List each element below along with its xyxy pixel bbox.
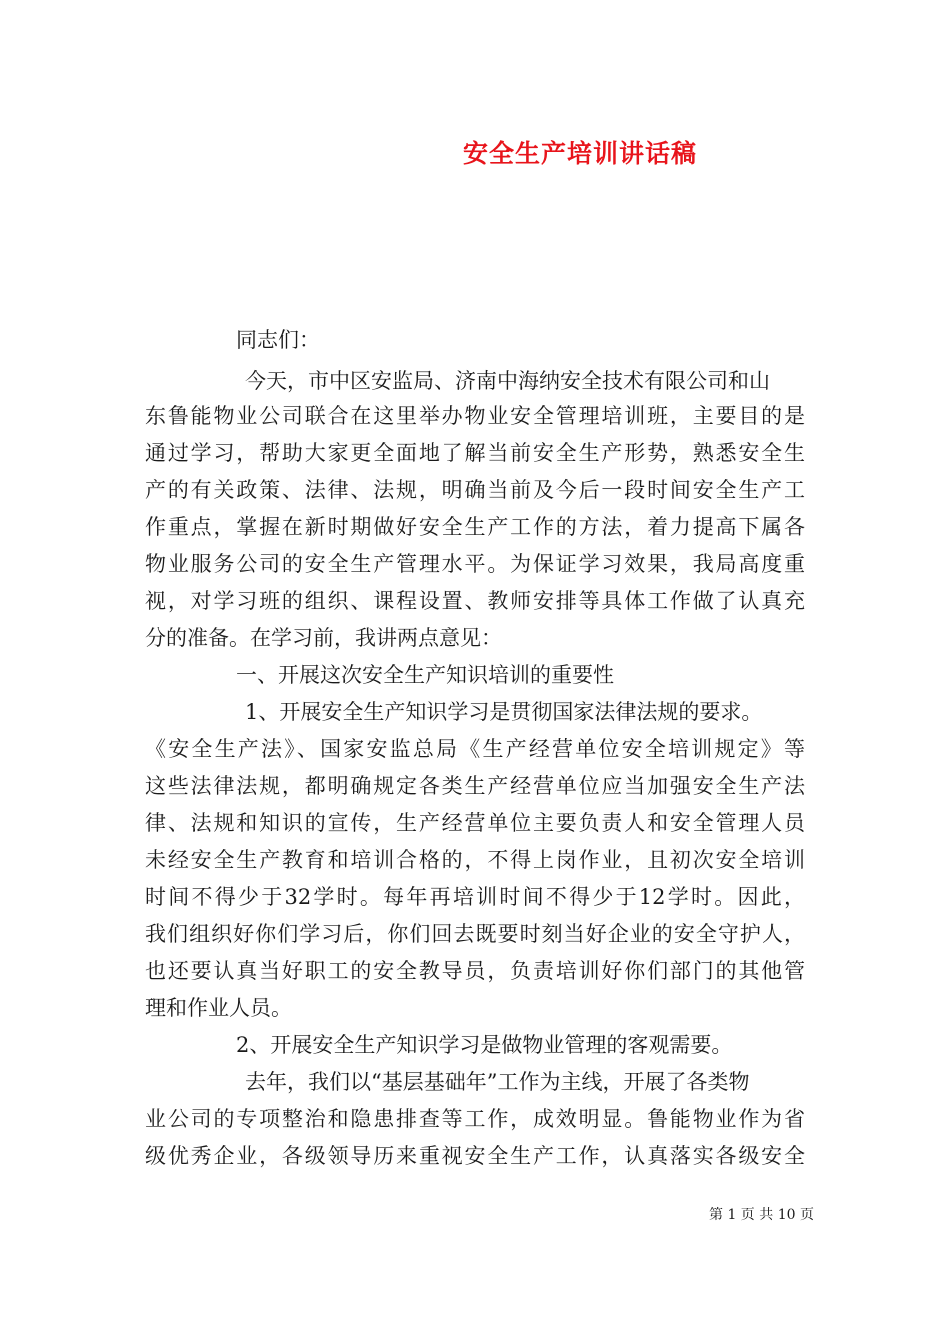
intro-line: 产的有关政策、法律、法规，明确当前及今后一段时间安全生产工 <box>145 478 805 502</box>
intro-line: 东鲁能物业公司联合在这里举办物业安全管理培训班，主要目的是 <box>145 404 805 428</box>
intro-line: 今天，市中区安监局、济南中海纳安全技术有限公司和山 <box>245 369 770 393</box>
section-heading: 一、开展这次安全生产知识培训的重要性 <box>236 663 614 687</box>
point-1-line: 《安全生产法》、国家安监总局《生产经营单位安全培训规定》等 <box>145 737 805 761</box>
intro-line: 物业服务公司的安全生产管理水平。为保证学习效果，我局高度重 <box>145 552 805 576</box>
point-2-line: 去年，我们以“基层基础年”工作为主线，开展了各类物 <box>245 1070 750 1094</box>
point-2-line: 业公司的专项整治和隐患排查等工作，成效明显。鲁能物业作为省 <box>145 1107 805 1131</box>
point-2-line: 级优秀企业，各级领导历来重视安全生产工作，认真落实各级安全 <box>145 1144 805 1168</box>
intro-line: 通过学习，帮助大家更全面地了解当前安全生产形势，熟悉安全生 <box>145 441 805 465</box>
intro-line: 分的准备。在学习前，我讲两点意见： <box>145 626 502 650</box>
point-1-heading: 1、开展安全生产知识学习是贯彻国家法律法规的要求。 <box>245 700 763 724</box>
page-number: 第 1 页 共 10 页 <box>709 1207 814 1223</box>
salutation: 同志们： <box>236 328 320 352</box>
point-1-line: 未经安全生产教育和培训合格的，不得上岗作业，且初次安全培训 <box>145 848 805 872</box>
point-1-line: 律、法规和知识的宣传，生产经营单位主要负责人和安全管理人员 <box>145 811 805 835</box>
point-2-heading: 2、开展安全生产知识学习是做物业管理的客观需要。 <box>236 1033 733 1057</box>
point-1-line: 理和作业人员。 <box>145 996 292 1020</box>
intro-line: 视，对学习班的组织、课程设置、教师安排等具体工作做了认真充 <box>145 589 805 613</box>
point-1-line: 这些法律法规，都明确规定各类生产经营单位应当加强安全生产法 <box>145 774 805 798</box>
document-title: 安全生产培训讲话稿 <box>462 139 697 168</box>
point-1-line: 时间不得少于32学时。每年再培训时间不得少于12学时。因此， <box>145 885 805 909</box>
point-1-line: 我们组织好你们学习后，你们回去既要时刻当好企业的安全守护人， <box>145 922 805 946</box>
point-1-line: 也还要认真当好职工的安全教导员，负责培训好你们部门的其他管 <box>145 959 805 983</box>
intro-line: 作重点，掌握在新时期做好安全生产工作的方法，着力提高下属各 <box>145 515 805 539</box>
